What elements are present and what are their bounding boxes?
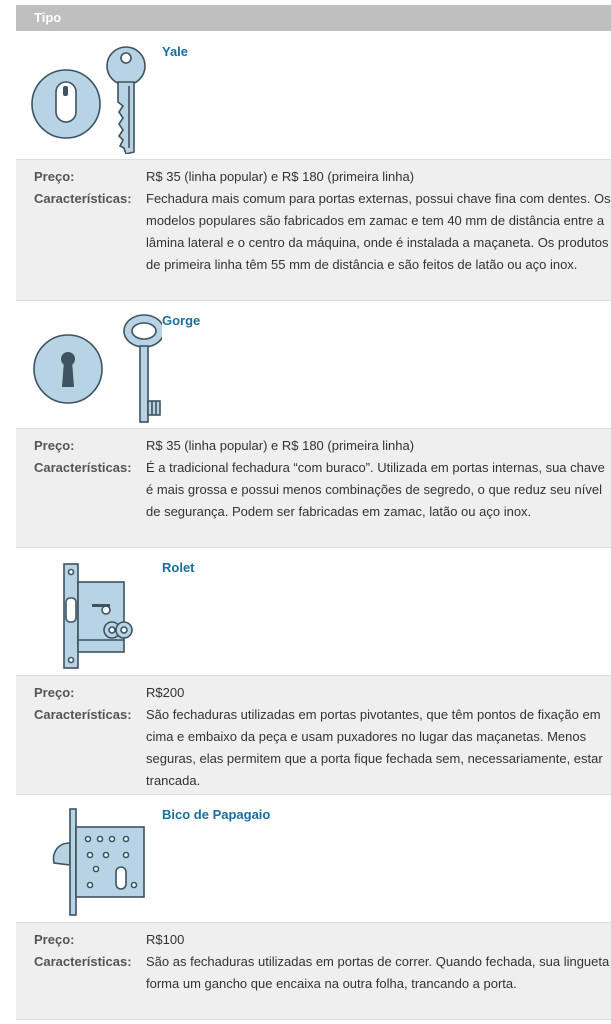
features-value: São fechaduras utilizadas em portas pivotantes, que têm pontos de fixação em cima e embaixo da peça e usam puxadores no lugar das maçanetas. Menos seguras, elas permitem que a porta fique fechada sem, necessariamente, estar trancada. bbox=[146, 707, 603, 788]
type-row-gorge bbox=[16, 301, 611, 428]
type-row-yale bbox=[16, 32, 611, 159]
parrot-beak-lock-icon bbox=[30, 807, 162, 919]
info-row-yale bbox=[16, 159, 611, 301]
gorge-lock-icon bbox=[30, 313, 162, 425]
features-label: Características: bbox=[34, 707, 132, 722]
info-row-gorge bbox=[16, 428, 611, 548]
price-value: R$ 35 (linha popular) e R$ 180 (primeira linha) bbox=[146, 438, 415, 453]
type-row-rolet bbox=[16, 548, 611, 675]
info-row-bico-de-papagaio bbox=[16, 922, 611, 1020]
table-header: Tipo bbox=[16, 5, 611, 31]
features-label: Características: bbox=[34, 460, 132, 475]
price-label: Preço: bbox=[34, 932, 75, 947]
type-row-bico-de-papagaio bbox=[16, 795, 611, 922]
price-value: R$200 bbox=[146, 685, 185, 700]
info-row-rolet bbox=[16, 675, 611, 795]
price-value: R$100 bbox=[146, 932, 185, 947]
price-label: Preço: bbox=[34, 169, 75, 184]
features-label: Características: bbox=[34, 954, 132, 969]
features-value: São as fechaduras utilizadas em portas de correr. Quando fechada, sua lingueta forma um gancho que encaixa na outra folha, trancando a porta. bbox=[146, 954, 610, 991]
yale-lock-icon bbox=[30, 44, 162, 154]
lock-name: Gorge bbox=[162, 313, 201, 328]
lock-name: Bico de Papagaio bbox=[162, 807, 271, 822]
features-label: Características: bbox=[34, 191, 132, 206]
price-value: R$ 35 (linha popular) e R$ 180 (primeira linha) bbox=[146, 169, 415, 184]
lock-name: Rolet bbox=[162, 560, 195, 575]
features-value: É a tradicional fechadura “com buraco”. Utilizada em portas internas, sua chave é mais grossa e possui menos combinações de segredo, o que reduz seu nível de segurança. Podem ser fabricadas em zamac, latão ou aço inox. bbox=[146, 460, 605, 519]
price-label: Preço: bbox=[34, 438, 75, 453]
rolet-lock-icon bbox=[30, 562, 162, 672]
features-value: Fechadura mais comum para portas externas, possui chave fina com dentes. Os modelos populares são fabricados em zamac e tem 40 mm de distância entre a lâmina lateral e o centro da máquina, onde é instalada a maçaneta. Os produtos de primeira linha têm 55 mm de distância e são feitos de latão ou aço inox. bbox=[146, 191, 611, 272]
lock-name: Yale bbox=[162, 44, 189, 59]
price-label: Preço: bbox=[34, 685, 75, 700]
